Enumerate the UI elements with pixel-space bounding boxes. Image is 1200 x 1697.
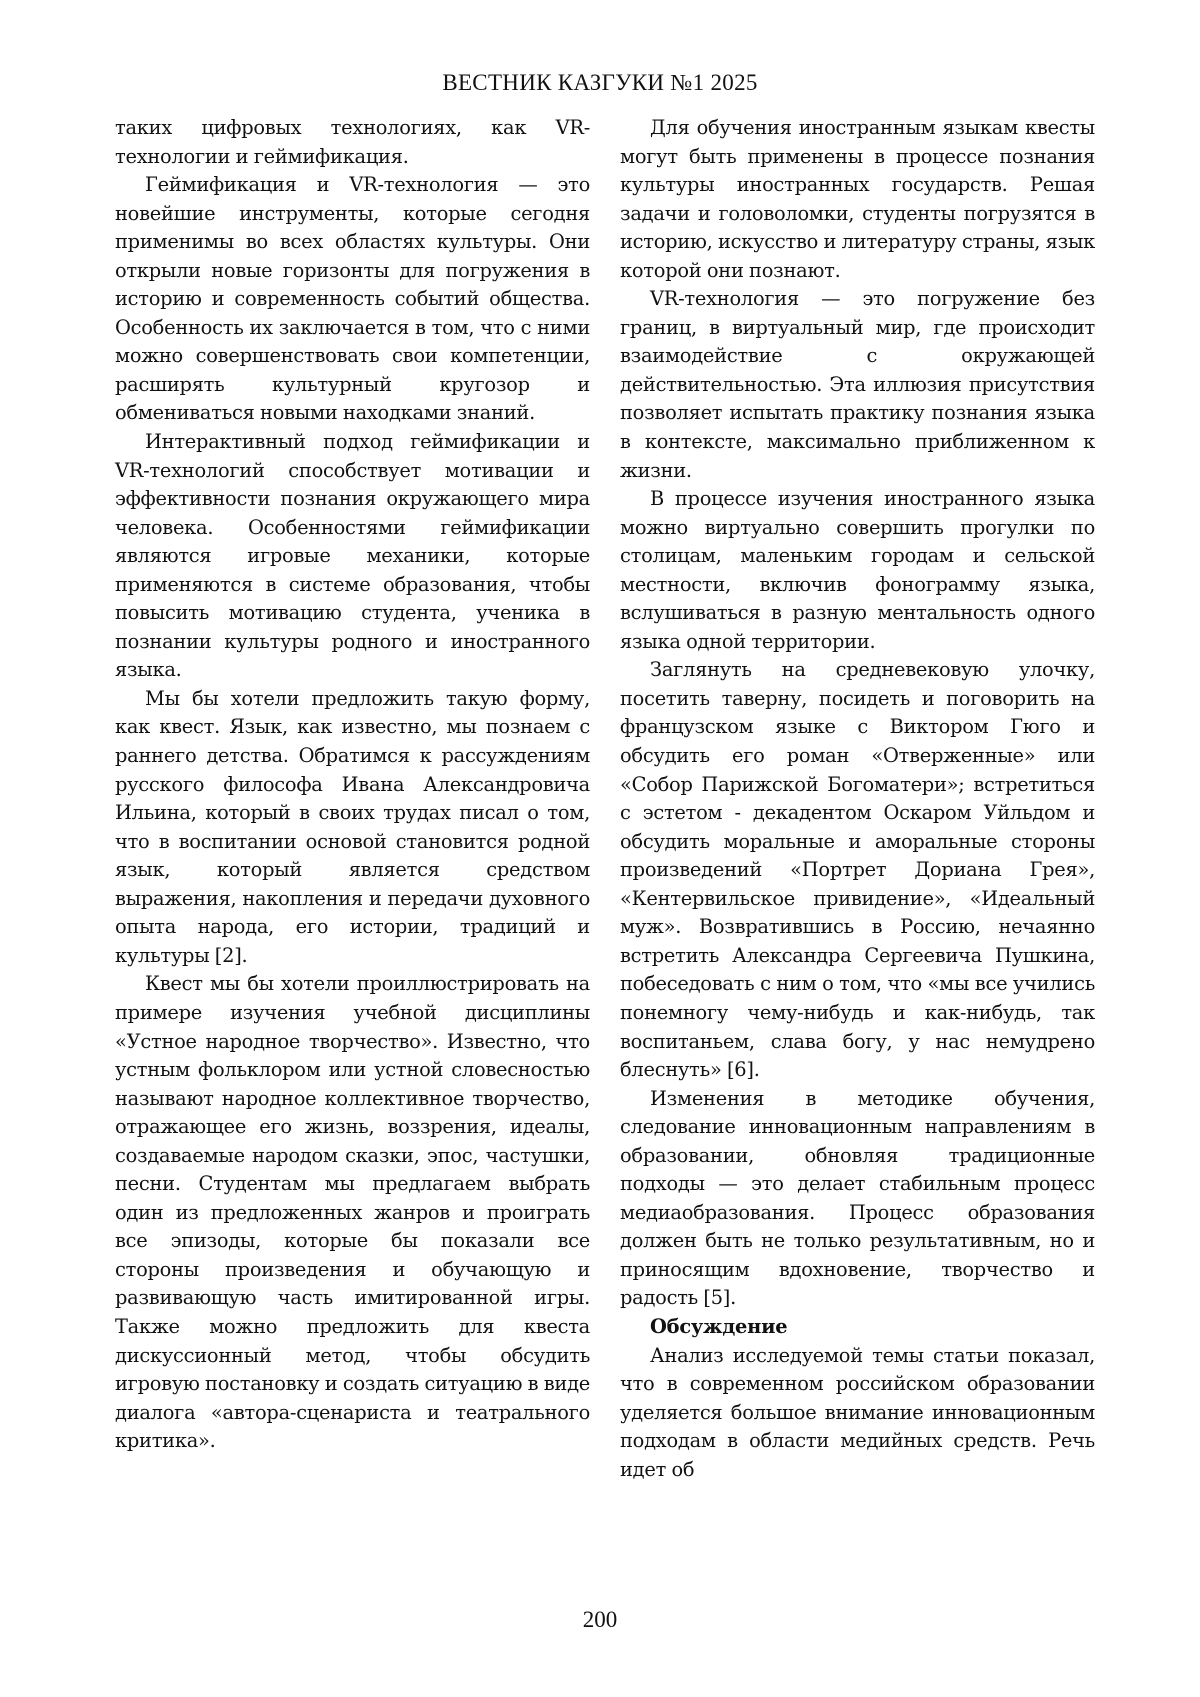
paragraph: В процессе изучения иностранного языка можно виртуально совершить прогулки по столицам, маленьким городам и сельской местности, включив фонограмму языка, вслушиваться в разную ментальность одного языка одной территории. — [620, 487, 1095, 653]
running-title: ВЕСТНИК КАЗГУКИ №1 2025 — [442, 70, 758, 95]
page-number: 200 — [582, 1607, 618, 1632]
paragraph: Для обучения иностранным языкам квесты могут быть применены в процессе познания культуры иностранных государств. Решая задачи и головоломки, студенты погрузятся в историю, искусство и литературу страны, язык которой они познают. — [620, 116, 1095, 282]
right-column — [620, 114, 1095, 1484]
paragraph: таких цифровых технологиях, как VR-технологии и геймификация. — [115, 116, 590, 168]
paragraph: Анализ исследуемой темы статьи показал, что в современном российском образовании уделяется большое внимание инновационным подходам в области медийных средств. Речь идет об — [620, 1343, 1095, 1481]
paragraph: Интерактивный подход геймификации и VR-технологий способствует мотивации и эффективности познания окружающего мира человека. Особенностями геймификации являются игровые механики, которые применяются в системе образования, чтобы повысить мотивацию студента, ученика в познании культуры родного и иностранного языка. — [115, 430, 590, 682]
paragraph: Мы бы хотели предложить такую форму, как квест. Язык, как известно, мы познаем с раннего детства. Обратимся к рассуждениям русского философа Ивана Александровича Ильина, который в своих трудах писал о том, что в воспитании основой становится родной язык, который является средством выражения, накопления и передачи духовного опыта народа, его истории, традиций и культуры [2]. — [115, 686, 590, 967]
paragraph: Квест мы бы хотели проиллюстрировать на примере изучения учебной дисциплины «Устное народное творчество». Известно, что устным фольклором или устной словесностью называют народное коллективное творчество, отражающее его жизнь, воззрения, идеалы, создаваемые народом сказки, эпос, частушки, песни. Студентам мы предлагаем выбрать один из предложенных жанров и проиграть все эпизоды, которые бы показали все стороны произведения и обучающую и развивающую часть имитированной игры. Также можно предложить для квеста дискуссионный метод, чтобы обсудить игровую постановку и создать ситуацию в виде диалога «автора-сценариста и театрального критика». — [115, 972, 590, 1453]
left-column — [115, 114, 590, 1456]
paragraph: VR-технология — это погружение без границ, в виртуальный мир, где происходит взаимодействие с окружающей действительностью. Эта иллюзия присутствия позволяет испытать практику познания языка в контексте, максимально приближенном к жизни. — [620, 287, 1095, 482]
paragraph: Заглянуть на средневековую улочку, посетить таверну, посидеть и поговорить на французском языке с Виктором Гюго и обсудить его роман «Отверженные» или «Собор Парижской Богоматери»; встретиться с эстетом - декадентом Оскаром Уйльдом и обсудить моральные и аморальные стороны произведений «Портрет Дориана Грея», «Кентервильское привидение», «Идеальный муж». Возвратившись в Россию, нечаянно встретить Александра Сергеевича Пушкина, побеседовать с ним о том, что «мы все учились понемногу чему-нибудь и как-нибудь, так воспитаньем, слава богу, у нас немудрено блеснуть» [6]. — [620, 658, 1095, 1082]
section-heading-discussion: Обсуждение — [650, 1314, 788, 1338]
paragraph: Геймификация и VR-технология — это новейшие инструменты, которые сегодня применимы во всех областях культуры. Они открыли новые горизонты для погружения в историю и современность событий общества. Особенность их заключается в том, что с ними можно совершенствовать свои компетенции, расширять культурный кругозор и обмениваться новыми находками знаний. — [115, 173, 590, 425]
paragraph: Изменения в методике обучения, следование инновационным направлениям в образовании, обновляя традиционные подходы — это делает стабильным процесс медиаобразования. Процесс образования должен быть не только результативным, но и приносящим вдохновение, творчество и радость [5]. — [620, 1086, 1095, 1310]
